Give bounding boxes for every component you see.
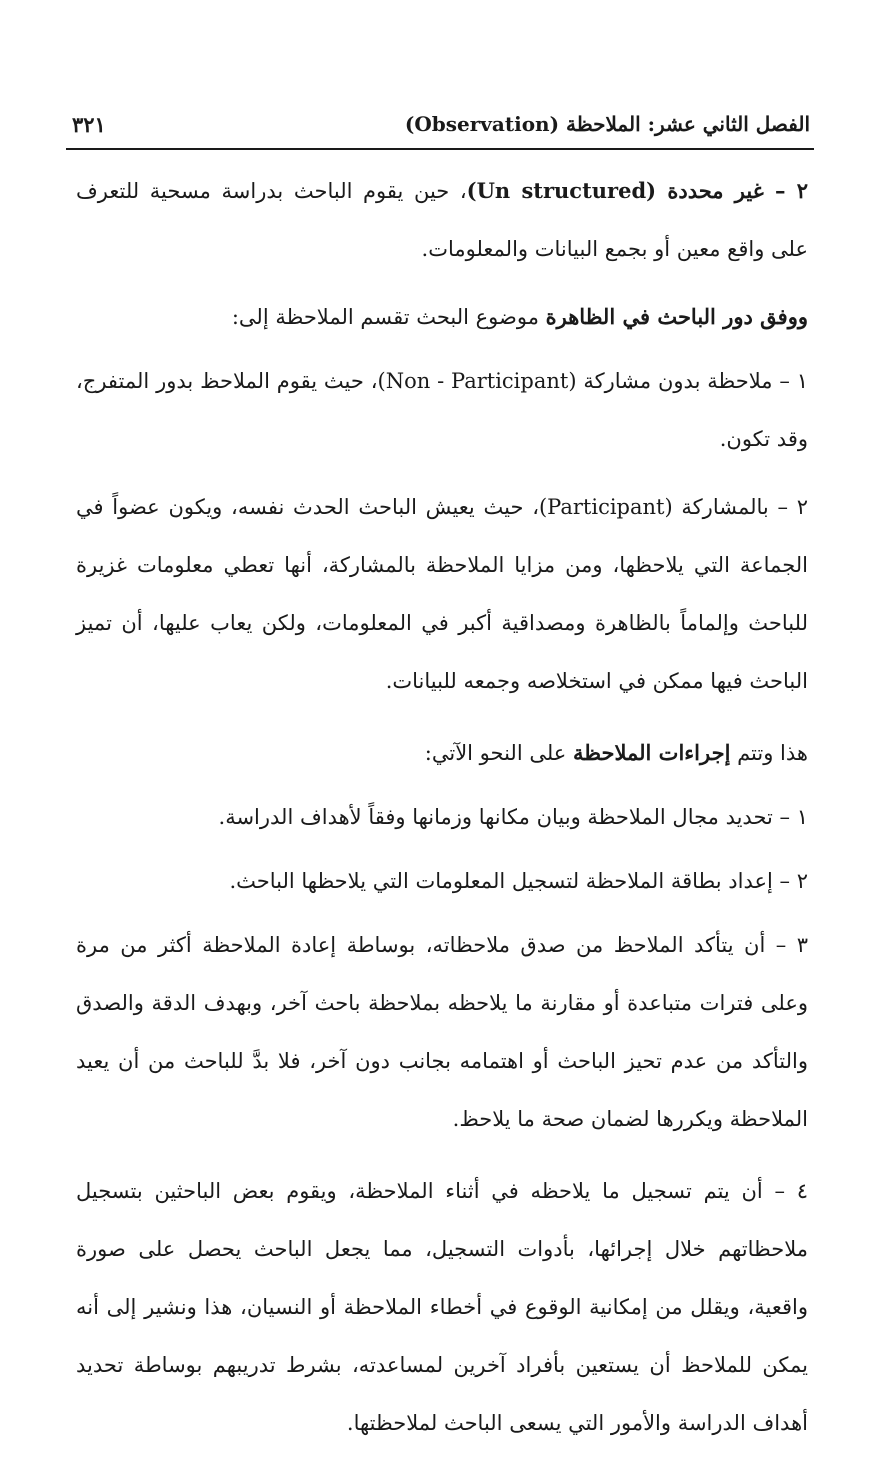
paragraph-text: ١ – تحديد مجال الملاحظة وبيان مكانها وزمانها وفقاً لأهداف الدراسة. [218, 805, 808, 829]
running-head-title: الفصل الثاني عشر: الملاحظة (Observation) [404, 112, 810, 136]
paragraph-step-4 [76, 1162, 808, 1452]
paragraph-text: ١ – ملاحظة بدون مشاركة (Non - Participant)، حيث يقوم الملاحظ بدور المتفرج، وقد تكون. [76, 369, 808, 451]
paragraph-lead: ووفق دور الباحث في الظاهرة [545, 304, 808, 329]
paragraph-text: ٢ – إعداد بطاقة الملاحظة لتسجيل المعلومات التي يلاحظها الباحث. [229, 869, 808, 893]
page-number: ٣٢١ [72, 112, 106, 137]
paragraph-text: ٤ – أن يتم تسجيل ما يلاحظه في أثناء الملاحظة، ويقوم بعض الباحثين بتسجيل ملاحظاتهم خلال إجرائها، بأدوات التسجيل، مما يجعل الباحث يحصل على صورة واقعية، ويقلل من إمكانية الوقوع في أخطاء الملاحظة أو النسيان، هذا ونشير إلى أنه يمكن للملاحظ أن يستعين بأفراد آخرين لمساعدته، بشرط تدريبهم بوساطة تحديد أهداف الدراسة والأمور التي يسعى الباحث لملاحظتها. [76, 1179, 808, 1435]
body-text [76, 162, 808, 1462]
paragraph-researcher-role [76, 288, 808, 346]
paragraph-participant [76, 478, 808, 710]
paragraph-unstructured [76, 162, 808, 278]
paragraph-lead: ٢ – غير محددة (Un structured) [466, 178, 808, 203]
paragraph-text: ، حين يقوم الباحث بدراسة مسحية للتعرف على واقع معين أو بجمع البيانات والمعلومات. [76, 179, 808, 261]
paragraph-step-2 [76, 852, 808, 910]
page-header [66, 108, 814, 150]
paragraph-step-3 [76, 916, 808, 1148]
paragraph-procedures-intro [76, 724, 808, 782]
paragraph-text: موضوع البحث تقسم الملاحظة إلى: [231, 305, 546, 329]
paragraph-non-participant [76, 352, 808, 468]
paragraph-text: ٣ – أن يتأكد الملاحظ من صدق ملاحظاته، بوساطة إعادة الملاحظة أكثر من مرة وعلى فترات متباعدة أو مقارنة ما يلاحظه بملاحظة باحث آخر، وبهدف الدقة والصدق والتأكد من عدم تحيز الباحث أو اهتمامه بجانب دون آخر، فلا بدَّ للباحث من أن يعيد الملاحظة ويكررها لضمان صحة ما يلاحظ. [76, 933, 808, 1131]
paragraph-prefix: هذا وتتم [730, 741, 808, 765]
paragraph-text: على النحو الآتي: [424, 741, 573, 765]
paragraph-lead: إجراءات الملاحظة [573, 740, 731, 765]
paragraph-step-1 [76, 788, 808, 846]
paragraph-text: ٢ – بالمشاركة (Participant)، حيث يعيش الباحث الحدث نفسه، ويكون عضواً في الجماعة التي يلاحظها، ومن مزايا الملاحظة بالمشاركة، أنها تعطي معلومات غزيرة للباحث وإلماماً بالظاهرة ومصداقية أكبر في المعلومات، ولكن يعاب عليها، أن تميز الباحث فيها ممكن في استخلاصه وجمعه للبيانات. [76, 495, 809, 693]
